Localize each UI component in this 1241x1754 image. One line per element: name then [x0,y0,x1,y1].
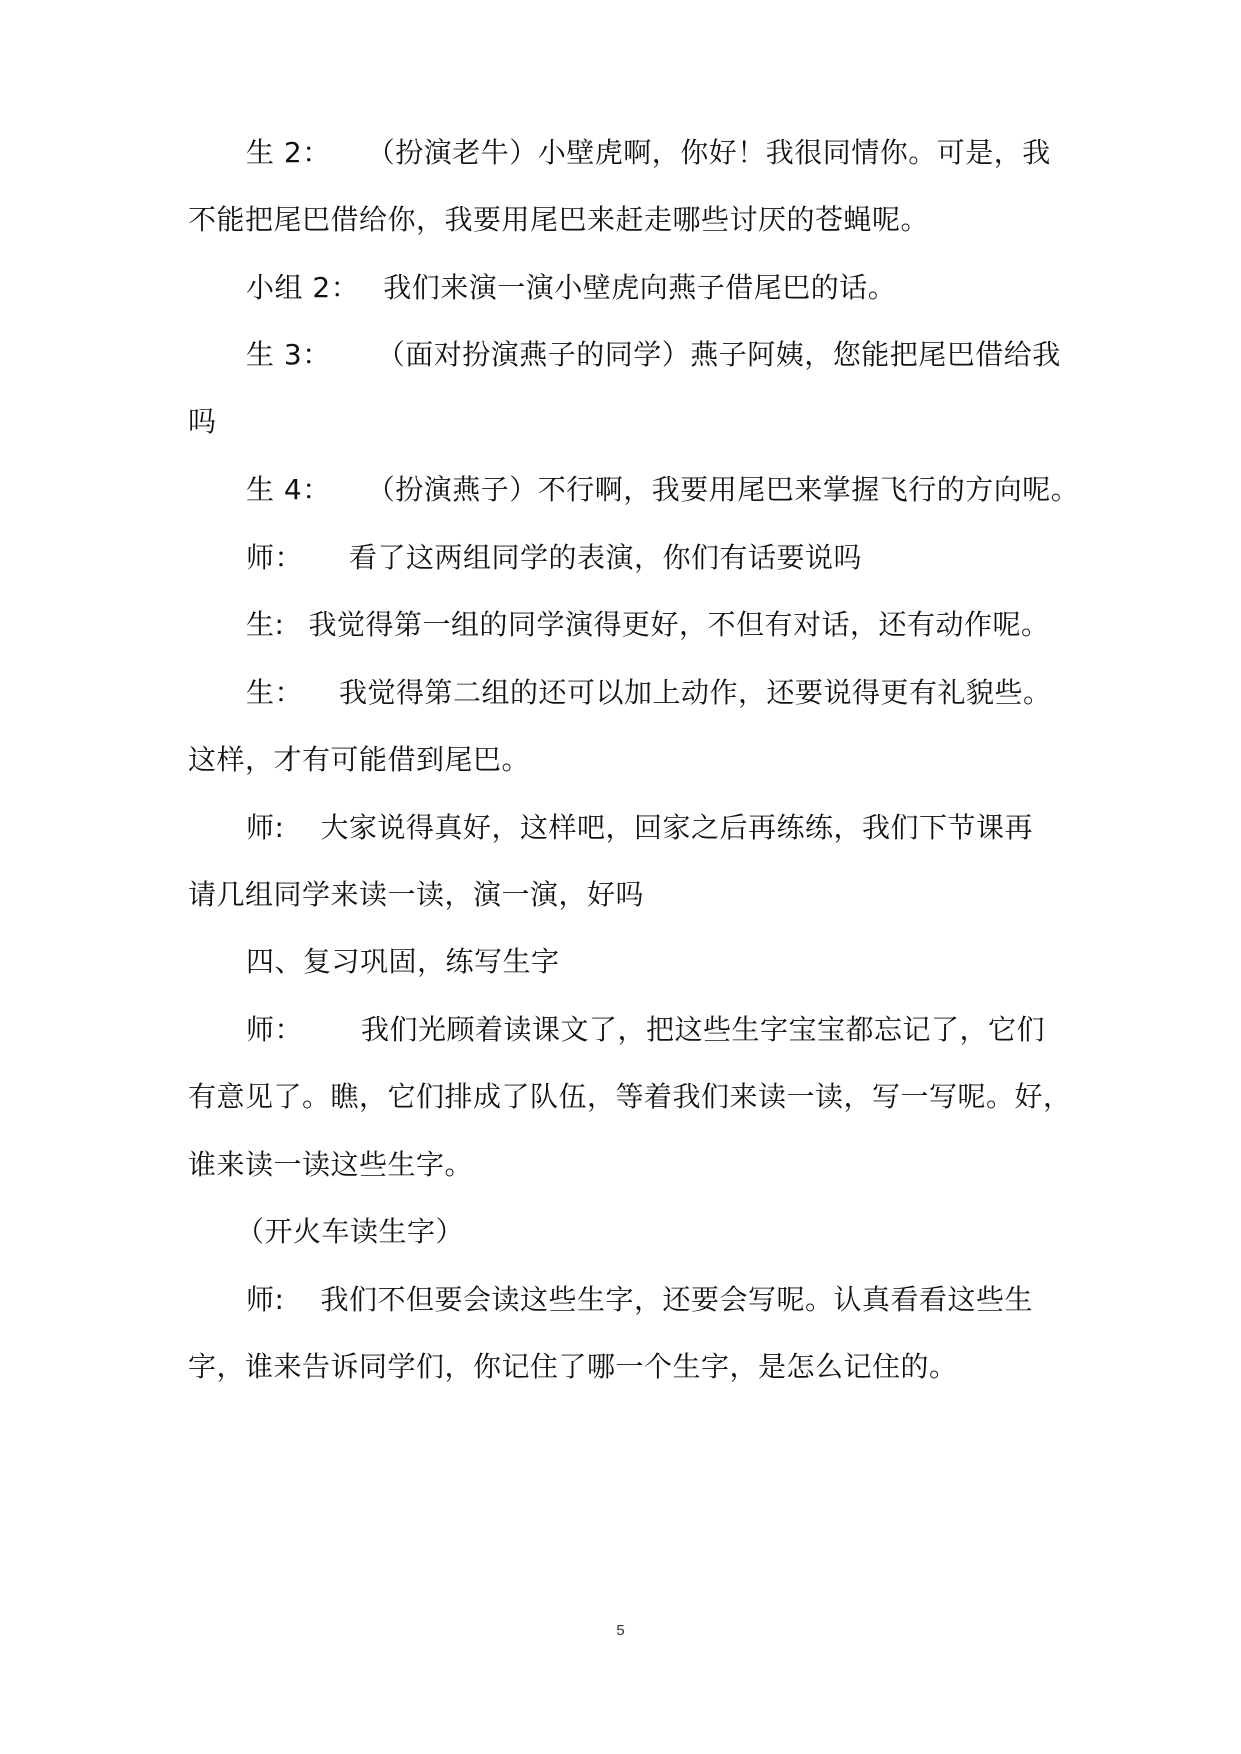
dialogue-text: 吗 [188,405,217,438]
text-line [246,133,1051,173]
speaker-label: 生: [246,608,285,641]
section-heading [246,942,560,982]
text-line [246,808,1033,848]
text-line [188,1145,473,1185]
speaker-label: 生 3： [246,338,331,371]
text-line [246,335,1061,375]
dialogue-text: 我觉得第二组的还可以加上动作，还要说得更有礼貌些。 [339,676,1052,709]
dialogue-text: （扮演燕子）不行啊，我要用尾巴来掌握飞行的方向呢。 [366,473,1080,506]
text-line [188,1077,1072,1117]
speaker-label: 师： [246,541,304,574]
text-line [188,875,644,915]
dialogue-text: 这样，才有可能借到尾巴。 [188,743,531,776]
text-line [188,1347,958,1387]
text-line [246,470,1079,510]
dialogue-text: 不能把尾巴借给你，我要用尾巴来赶走哪些讨厌的苍蝇呢。 [188,203,930,236]
text-line [246,605,1049,645]
dialogue-text: 字，谁来告诉同学们，你记住了哪一个生字，是怎么记住的。 [188,1350,958,1383]
dialogue-text: 我们光顾着读课文了，把这些生字宝宝都忘记了，它们 [361,1013,1046,1046]
dialogue-text: 有意见了。瞧，它们排成了队伍，等着我们来读一读，写一写呢。好， [188,1080,1072,1113]
page-number: 5 [616,1622,625,1639]
dialogue-text: （扮演老牛）小壁虎啊，你好！我很同情你。可是，我 [366,136,1051,169]
text-line [246,673,1052,713]
speaker-label: 师： [246,1013,304,1046]
dialogue-text: 我们来演一演小壁虎向燕子借尾巴的话。 [383,271,897,304]
heading-text: 四、复习巩固，练写生字 [246,945,560,978]
text-line [246,538,862,578]
speaker-label: 生 2： [246,136,331,169]
dialogue-text: 大家说得真好，这样吧，回家之后再练练，我们下节课再 [320,811,1033,844]
text-line [246,1280,1033,1320]
dialogue-text: 我们不但要会读这些生字，还要会写呢。认真看看这些生 [320,1283,1033,1316]
dialogue-text: 看了这两组同学的表演，你们有话要说吗 [349,541,863,574]
speaker-label: 小组 2： [246,271,360,304]
text-line [246,1010,1045,1050]
dialogue-text: 我觉得第一组的同学演得更好，不但有对话，还有动作呢。 [308,608,1050,641]
dialogue-text: 请几组同学来读一读，演一演，好吗 [188,878,645,911]
text-line [188,200,929,240]
text-line [188,740,530,780]
stage-direction [236,1212,464,1252]
speaker-label: 师: [246,811,285,844]
speaker-label: 生： [246,676,304,709]
dialogue-text: （面对扮演燕子的同学）燕子阿姨，您能把尾巴借给我 [376,338,1061,371]
text-line [188,402,217,442]
speaker-label: 师: [246,1283,285,1316]
speaker-label: 生 4： [246,473,331,506]
dialogue-text: 谁来读一读这些生字。 [188,1148,474,1181]
stage-direction-text: （开火车读生字） [236,1215,465,1248]
text-line [246,268,896,308]
